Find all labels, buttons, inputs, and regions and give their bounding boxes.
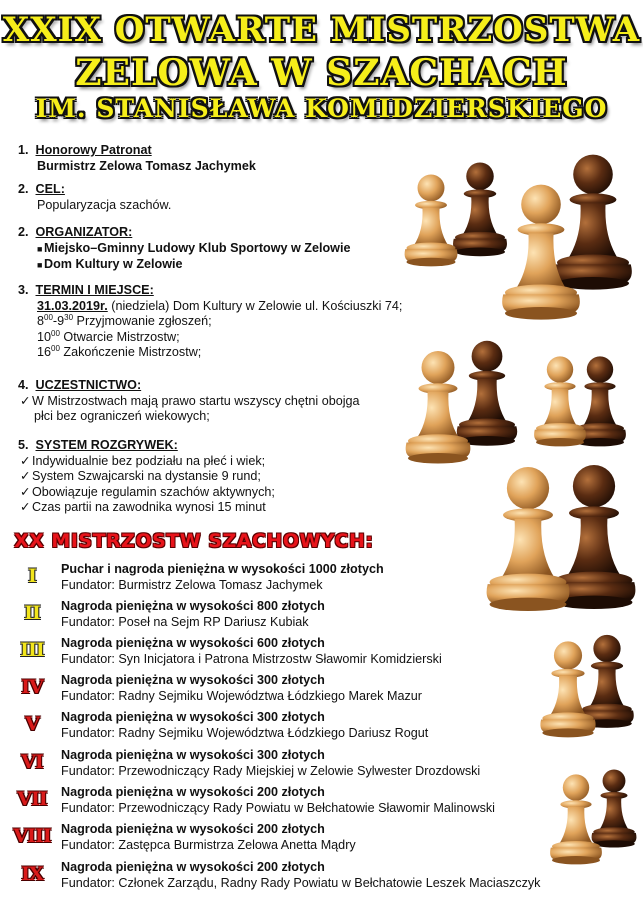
section-number: 2. xyxy=(18,182,29,196)
section-termin xyxy=(18,283,402,361)
prize-numeral: VIII xyxy=(13,825,51,847)
prize-numeral: V xyxy=(25,713,39,735)
prize-numeral: I xyxy=(28,565,36,587)
pawn-light-icon xyxy=(530,354,590,450)
check-icon: ✓ xyxy=(20,453,31,468)
section-heading: ORGANIZATOR: xyxy=(35,225,133,239)
list-item: ✓W Mistrzostwach mają prawo startu wszyscy chętni obojga xyxy=(20,393,360,408)
prize-numeral: II xyxy=(24,602,40,624)
pawn-light-icon xyxy=(496,178,586,328)
section-number: 5. xyxy=(18,438,29,452)
section-heading: SYSTEM ROZGRYWEK: xyxy=(35,438,178,452)
section-heading: TERMIN I MIEJSCE: xyxy=(35,283,154,297)
list-item: ■ Miejsko–Gminny Ludowy Klub Sportowy w Zelowie xyxy=(18,241,350,258)
prize-title: Nagroda pieniężna w wysokości 300 złotych xyxy=(61,748,325,762)
prize-sponsor: Fundator: Syn Inicjatora i Patrona Mistrzostw Sławomir Komidzierski xyxy=(61,651,442,666)
section-uczestnictwo: 4. UCZESTNICTWO: ✓W Mistrzostwach mają prawo startu wszyscy chętni obojga płci bez ograniczeń wiekowych; xyxy=(18,378,360,423)
prize-title: Nagroda pieniężna w wysokości 200 złotych xyxy=(61,860,325,874)
prize-row xyxy=(0,820,643,854)
check-icon: ✓ xyxy=(20,500,31,514)
prize-row xyxy=(0,597,643,631)
square-bullet-icon: ■ xyxy=(37,243,43,254)
prize-row xyxy=(0,746,643,780)
section-text: Popularyzacja szachów. xyxy=(37,197,172,212)
list-item: ■ Dom Kultury w Zelowie xyxy=(18,257,350,274)
section-number: 2. xyxy=(18,225,29,239)
section-organizator xyxy=(18,225,350,274)
section-number: 1. xyxy=(18,143,29,157)
square-bullet-icon: ■ xyxy=(37,260,43,270)
section-number: 3. xyxy=(18,283,29,297)
section-number: 4. xyxy=(18,378,29,392)
prize-title: Nagroda pieniężna w wysokości 600 złotych xyxy=(61,636,325,650)
event-date-line: 31.03.2019r. (niedziela) Dom Kultury w Zelowie ul. Kościuszki 74; xyxy=(37,298,403,313)
schedule-item: $8^{00}-9^{30}$ Przyjmowanie zgłoszeń; xyxy=(37,312,212,328)
event-date: 31.03.2019r. xyxy=(37,298,108,313)
schedule-item: $10^{00}$ Otwarcie Mistrzostw; xyxy=(37,328,180,344)
schedule-item: $16^{00}$ Zakończenie Mistrzostw; xyxy=(37,343,202,359)
title-line-2: ZELOWA W SZACHACH xyxy=(75,52,568,94)
check-icon: ✓ xyxy=(20,393,31,408)
prize-numeral: III xyxy=(20,639,44,661)
section-system xyxy=(18,438,275,516)
prize-numeral: VI xyxy=(21,751,43,773)
prize-sponsor: Fundator: Burmistrz Zelowa Tomasz Jachymek xyxy=(61,577,323,592)
list-item: ✓Indywidualnie bez podziału na płeć i wiek; xyxy=(20,453,266,468)
title-line-3: IM. STANISŁAWA KOMIDZIERSKIEGO xyxy=(35,94,608,123)
pawn-light-icon xyxy=(398,172,464,270)
prize-sponsor: Fundator: Członek Zarządu, Radny Rady Powiatu w Bełchatowie Leszek Maciaszczyk xyxy=(61,875,541,890)
pawn-light-icon xyxy=(480,462,576,618)
prize-row xyxy=(0,708,643,742)
prize-title: Nagroda pieniężna w wysokości 200 złotych xyxy=(61,822,325,836)
section-cel xyxy=(18,182,171,213)
title-line-1: XXIX OTWARTE MISTRZOSTWA xyxy=(2,10,641,50)
prizes-heading: XX MISTRZOSTW SZACHOWYCH: xyxy=(14,530,374,552)
prize-row xyxy=(0,560,643,594)
prize-title: Puchar i nagroda pieniężna w wysokości 1000 złotych xyxy=(61,562,384,576)
prize-row xyxy=(0,634,643,668)
prize-title: Nagroda pieniężna w wysokości 200 złotych xyxy=(61,785,325,799)
section-heading: Honorowy Patronat xyxy=(35,143,152,157)
prize-sponsor: Fundator: Zastępca Burmistrza Zelowa Anetta Mądry xyxy=(61,837,356,852)
check-icon: ✓ xyxy=(20,469,31,483)
prize-title: Nagroda pieniężna w wysokości 300 złotych xyxy=(61,710,325,724)
section-patronat xyxy=(18,143,256,174)
prize-sponsor: Fundator: Poseł na Sejm RP Dariusz Kubiak xyxy=(61,614,309,629)
prize-numeral: VII xyxy=(17,788,47,810)
prize-numeral: IV xyxy=(21,676,43,698)
section-text: Burmistrz Zelowa Tomasz Jachymek xyxy=(37,158,256,173)
check-icon: ✓ xyxy=(20,484,31,499)
prize-sponsor: Fundator: Przewodniczący Rady Miejskiej w Zelowie Sylwester Drozdowski xyxy=(61,763,481,778)
prize-sponsor: Fundator: Radny Sejmiku Województwa Łódzkiego Marek Mazur xyxy=(61,688,422,703)
prize-sponsor: Fundator: Przewodniczący Rady Powiatu w Bełchatowie Sławomir Malinowski xyxy=(61,800,495,815)
section-heading: CEL: xyxy=(35,182,65,196)
prize-row xyxy=(0,858,643,892)
prize-row xyxy=(0,783,643,817)
prize-title: Nagroda pieniężna w wysokości 800 złotych xyxy=(61,599,325,613)
list-item: ✓System Szwajcarski na dystansie 9 rund; xyxy=(20,469,261,483)
prize-numeral: IX xyxy=(21,863,43,885)
prize-title: Nagroda pieniężna w wysokości 300 złotych xyxy=(61,673,325,687)
section-heading: UCZESTNICTWO: xyxy=(35,378,142,392)
list-item: ✓Obowiązuje regulamin szachów aktywnych; xyxy=(20,484,275,499)
pawn-light-icon xyxy=(400,348,476,468)
prize-sponsor: Fundator: Radny Sejmiku Województwa Łódzkiego Dariusz Rogut xyxy=(61,725,429,740)
prize-row xyxy=(0,671,643,705)
list-item: ✓Czas partii na zawodnika wynosi 15 minut xyxy=(20,500,266,514)
